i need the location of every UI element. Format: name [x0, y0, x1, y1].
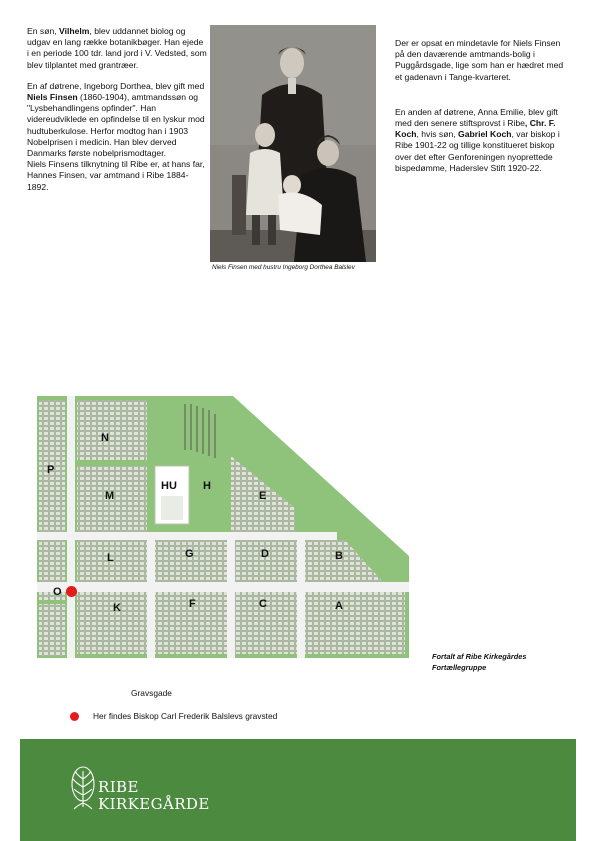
name-vilhelm: Vilhelm: [59, 26, 90, 36]
section-label-C: C: [259, 598, 267, 610]
credit-line-1: Fortalt af Ribe Kirkegårdes: [432, 652, 527, 661]
right-text-column: [395, 38, 567, 184]
family-photo: [210, 25, 376, 262]
name-niels-finsen: Niels Finsen: [27, 92, 78, 103]
name-chr-f-koch: , Chr. F. Koch: [395, 118, 556, 140]
map-legend: [70, 711, 277, 721]
section-label-HU: HU: [161, 480, 177, 492]
cemetery-map-graphic: [37, 396, 409, 658]
section-label-L: L: [107, 552, 114, 564]
section-label-P: P: [47, 464, 55, 476]
section-label-D: D: [261, 548, 269, 560]
tree-logo-icon: [70, 765, 96, 816]
brand-line-2: KIRKEGÅRDE: [98, 795, 210, 813]
paragraph-finsen-ribe: Niels Finsens tilknytning til Ribe er, at hans far, Hannes Finsen, var amtmand i Ribe 1884-1892.: [27, 159, 205, 192]
section-label-E: E: [259, 490, 267, 502]
paragraph-memorial: Der er opsat en mindetavle for Niels Finsen på den daværende amtmands-bolig i Puggårdsgade, lige som han er hædret med et gadenavn i Tange-kvarteret.: [395, 38, 564, 82]
section-label-K: K: [113, 602, 121, 614]
section-label-H: H: [203, 480, 211, 492]
section-label-M: M: [105, 490, 115, 502]
section-label-N: N: [101, 432, 109, 444]
left-text-column: [27, 26, 207, 203]
red-dot-icon: [70, 712, 79, 721]
name-gabriel-koch: Gabriel Koch: [458, 129, 512, 140]
section-label-B: B: [335, 550, 343, 562]
photo-caption: Niels Finsen med hustru Ingeborg Dorthea Balslev: [212, 264, 355, 271]
section-label-A: A: [335, 600, 343, 612]
street-label: Gravsgade: [131, 688, 172, 698]
credit: [432, 652, 526, 673]
paragraph-anna-emilie: En anden af døtrene, Anna Emilie, blev gift med den senere stiftsprovst i Ribe, Chr. F. Koch, hvis søn, Gabriel Koch, var biskop i Ribe 1901-22 og tillige konstitueret biskop over det efter Genforeningen nyoprettede bispedømme, Haderslev Stift 1920-22.: [395, 106, 560, 173]
family-photo-illustration: [210, 25, 376, 262]
grave-marker: [66, 586, 77, 597]
brand-line-1: RIBE: [98, 778, 139, 796]
brand-name: [98, 779, 210, 813]
paragraph-ingeborg: En af døtrene, Ingeborg Dorthea, blev gift med Niels Finsen (1860-1904), amtmandssøn og "Lysbehandlingens opfinder". Han videreudviklede en opfindelse til en lyskur mod hudtuberkulose. Herfor modtog han i 1903 Nobelprisen i medicin. Han blev derved Danmarks første nobelprismodtager.: [27, 80, 205, 159]
cemetery-map: [37, 396, 409, 658]
legend-text: Her findes Biskop Carl Frederik Balslevs gravsted: [93, 711, 278, 721]
section-label-F: F: [189, 598, 196, 610]
section-label-O: O: [53, 586, 62, 598]
section-label-G: G: [185, 548, 194, 560]
credit-line-2: Fortællegruppe: [432, 662, 487, 672]
paragraph-vilhelm: En søn, Vilhelm, blev uddannet biolog og udgav en lang række botanikbøger. Han ejede i en periode 100 tdr. land jord i V. Vedsted, som blev tilplantet med grantræer.: [27, 26, 207, 70]
